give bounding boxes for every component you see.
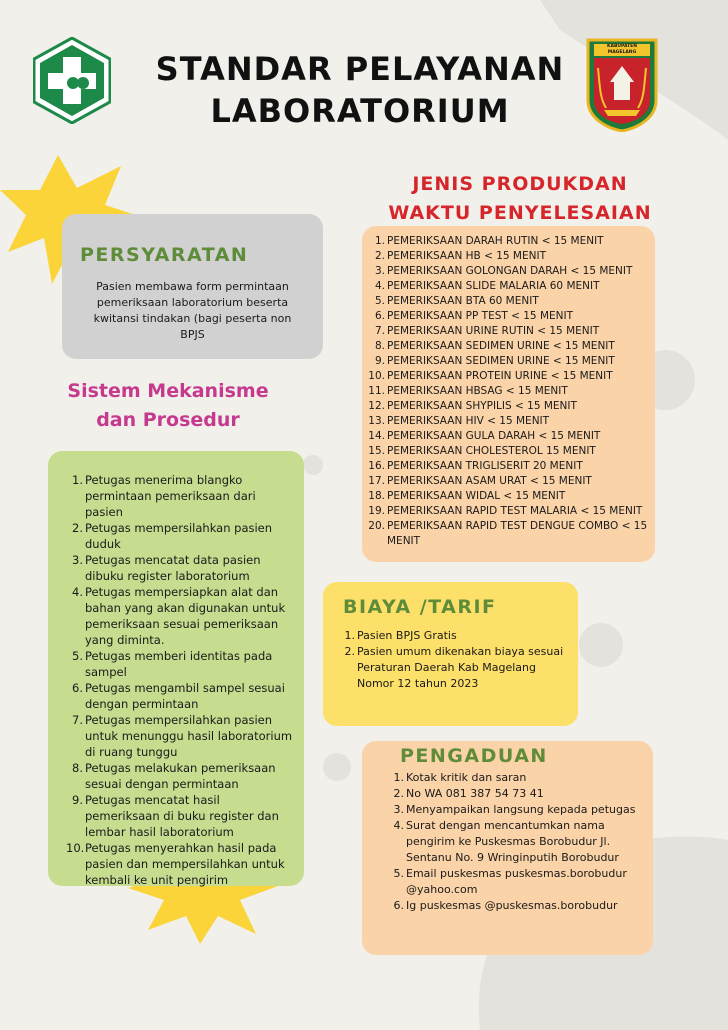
list-item [66,520,294,552]
list-item-text: Pasien umum dikenakan biaya sesuai Peraturan Daerah Kab Magelang Nomor 12 tahun 2023 [357,645,564,690]
list-item-text: PEMERIKSAAN RAPID TEST DENGUE COMBO < 15 MENIT [387,520,648,547]
list-item [368,234,650,249]
list-item-text: PEMERIKSAAN RAPID TEST MALARIA < 15 MENIT [387,505,643,517]
list-item-number: 6. [393,899,404,912]
pengaduan-card [362,741,653,955]
list-item-number: 1. [374,235,385,247]
list-item-text: PEMERIKSAAN SEDIMEN URINE < 15 MENIT [387,355,615,367]
list-item-text: PEMERIKSAAN ASAM URAT < 15 MENIT [387,475,592,487]
list-item-number: 9. [374,355,385,367]
persyaratan-text: Pasien membawa form permintaan pemeriksaan laboratorium beserta kwitansi tindakan (bagi peserta non BPJS [93,280,292,341]
list-item [368,384,650,399]
list-item-number: 4. [393,819,404,832]
list-item [368,414,650,429]
list-item [368,324,650,339]
list-item-text: Petugas memberi identitas pada sampel [85,649,273,679]
list-item-text: Petugas menerima blangko permintaan pemeriksaan dari pasien [85,473,256,519]
list-item-number: 1. [344,629,355,642]
list-item-text: PEMERIKSAAN HB < 15 MENIT [387,250,546,262]
list-item-text: Petugas menyerahkan hasil pada pasien dan mempersilahkan untuk kembali ke unit pengirim [85,841,285,887]
list-item-text: Surat dengan mencantumkan nama pengirim ke Puskesmas Borobudur Jl. Sentanu No. 9 Wringinputih Borobudur [406,819,619,864]
decor-circle [323,753,351,781]
list-item-number: 9. [72,793,83,807]
list-item [368,294,650,309]
list-item [368,249,650,264]
list-item [390,770,643,786]
list-item-number: 7. [72,713,83,727]
list-item-number: 13. [368,415,385,427]
list-item-number: 4. [374,280,385,292]
list-item-text: PEMERIKSAAN WIDAL < 15 MENIT [387,490,566,502]
list-item-number: 19. [368,505,385,517]
list-item-text: Menyampaikan langsung kepada petugas [406,803,636,816]
list-item [66,472,294,520]
list-item-number: 7. [374,325,385,337]
list-item-text: PEMERIKSAAN PROTEIN URINE < 15 MENIT [387,370,613,382]
list-item-text: Ig puskesmas @puskesmas.borobudur [406,899,618,912]
list-item-number: 15. [368,445,385,457]
list-item-number: 2. [72,521,83,535]
list-item-number: 16. [368,460,385,472]
puskesmas-logo [33,37,111,124]
decor-circle [303,455,323,475]
list-item-number: 1. [72,473,83,487]
jenis-card [362,226,655,562]
list-item-text: PEMERIKSAAN CHOLESTEROL 15 MENIT [387,445,596,457]
persyaratan-card [62,214,323,359]
list-item-text: Kotak kritik dan saran [406,771,527,784]
list-item-number: 3. [72,553,83,567]
title-line-2: LABORATORIUM [210,92,510,130]
kabupaten-crest [586,38,658,132]
list-item-text: PEMERIKSAAN HIV < 15 MENIT [387,415,550,427]
persyaratan-heading: PERSYARATAN [80,244,249,266]
list-item [66,760,294,792]
list-item [66,648,294,680]
list-item-text: PEMERIKSAAN DARAH RUTIN < 15 MENIT [387,235,604,247]
page-title [125,48,595,132]
list-item [368,504,650,519]
list-item-number: 10. [368,370,385,382]
list-item [368,429,650,444]
list-item-number: 3. [393,803,404,816]
list-item-number: 20. [368,520,385,532]
list-item-text: Email puskesmas puskesmas.borobudur @yahoo.com [406,867,627,896]
list-item-number: 12. [368,400,385,412]
list-item-text: PEMERIKSAAN BTA 60 MENIT [387,295,539,307]
list-item-number: 3. [374,265,385,277]
list-item [66,584,294,648]
list-item-number: 4. [72,585,83,599]
list-item-text: PEMERIKSAAN SLIDE MALARIA 60 MENIT [387,280,600,292]
list-item-number: 18. [368,490,385,502]
list-item [368,444,650,459]
list-item [390,786,643,802]
list-item [390,802,643,818]
list-item-text: PEMERIKSAAN URINE RUTIN < 15 MENIT [387,325,600,337]
list-item-number: 10. [66,841,85,855]
list-item-text: Petugas mempersilahkan pasien untuk menunggu hasil laboratorium di ruang tunggu [85,713,293,759]
list-item-text: Petugas melakukan pemeriksaan sesuai dengan permintaan [85,761,276,791]
sistem-card [48,451,304,886]
pengaduan-heading: PENGADUAN [400,745,548,767]
list-item-text: PEMERIKSAAN GULA DARAH < 15 MENIT [387,430,601,442]
jenis-list [368,234,650,549]
list-item [368,264,650,279]
list-item [368,369,650,384]
list-item [390,818,643,866]
list-item [368,459,650,474]
list-item [368,279,650,294]
list-item [368,399,650,414]
list-item-text: PEMERIKSAAN SEDIMEN URINE < 15 MENIT [387,340,615,352]
sistem-heading [40,377,296,435]
jenis-heading-line-1: JENIS PRODUKDAN [412,173,628,195]
list-item-text: PEMERIKSAAN GOLONGAN DARAH < 15 MENIT [387,265,633,277]
list-item-text: Petugas mencatat hasil pemeriksaan di buku register dan lembar hasil laboratorium [85,793,279,839]
list-item-number: 14. [368,430,385,442]
list-item [368,519,650,549]
list-item-text: Petugas mempersiapkan alat dan bahan yang akan digunakan untuk pemeriksaan sesuai pemeriksaan yang diminta. [85,585,286,647]
list-item-text: PEMERIKSAAN HBSAG < 15 MENIT [387,385,568,397]
list-item-text: No WA 081 387 54 73 41 [406,787,544,800]
list-item-number: 8. [374,340,385,352]
sistem-list [66,472,294,888]
list-item [343,628,568,644]
list-item-text: Petugas mempersilahkan pasien duduk [85,521,273,551]
title-line-1: STANDAR PELAYANAN [155,50,565,88]
list-item-number: 11. [368,385,385,397]
list-item-number: 2. [393,787,404,800]
list-item-number: 17. [368,475,385,487]
puskesmas-cross-logo-icon [33,37,111,124]
list-item [66,792,294,840]
list-item [343,644,568,692]
list-item-text: Pasien BPJS Gratis [357,629,457,642]
list-item [368,474,650,489]
list-item [390,898,643,914]
list-item-number: 5. [393,867,404,880]
list-item [368,354,650,369]
list-item-text: Petugas mencatat data pasien dibuku register laboratorium [85,553,261,583]
list-item-number: 2. [344,645,355,658]
jenis-heading-line-2: WAKTU PENYELESAIAN [388,202,652,224]
crest-label: KABUPATEN MAGELANG [607,44,637,55]
list-item-number: 1. [393,771,404,784]
sistem-heading-line-2: dan Prosedur [96,409,240,431]
list-item-number: 5. [374,295,385,307]
decor-circle [579,623,623,667]
list-item [368,309,650,324]
list-item-number: 2. [374,250,385,262]
list-item-number: 5. [72,649,83,663]
list-item [390,866,643,898]
pengaduan-list [390,770,643,914]
list-item [66,840,294,888]
list-item-text: PEMERIKSAAN TRIGLISERIT 20 MENIT [387,460,583,472]
list-item-number: 6. [72,681,83,695]
list-item-text: PEMERIKSAAN SHYPILIS < 15 MENIT [387,400,577,412]
list-item [66,712,294,760]
list-item-number: 8. [72,761,83,775]
list-item-text: Petugas mengambil sampel sesuai dengan permintaan [85,681,285,711]
list-item [66,552,294,584]
list-item [368,489,650,504]
list-item-number: 6. [374,310,385,322]
sistem-heading-line-1: Sistem Mekanisme [67,380,269,402]
list-item [66,680,294,712]
biaya-card [323,582,578,726]
list-item-text: PEMERIKSAAN PP TEST < 15 MENIT [387,310,574,322]
jenis-heading [360,170,680,228]
list-item [368,339,650,354]
biaya-heading: BIAYA /TARIF [343,596,497,618]
biaya-list [343,628,568,692]
